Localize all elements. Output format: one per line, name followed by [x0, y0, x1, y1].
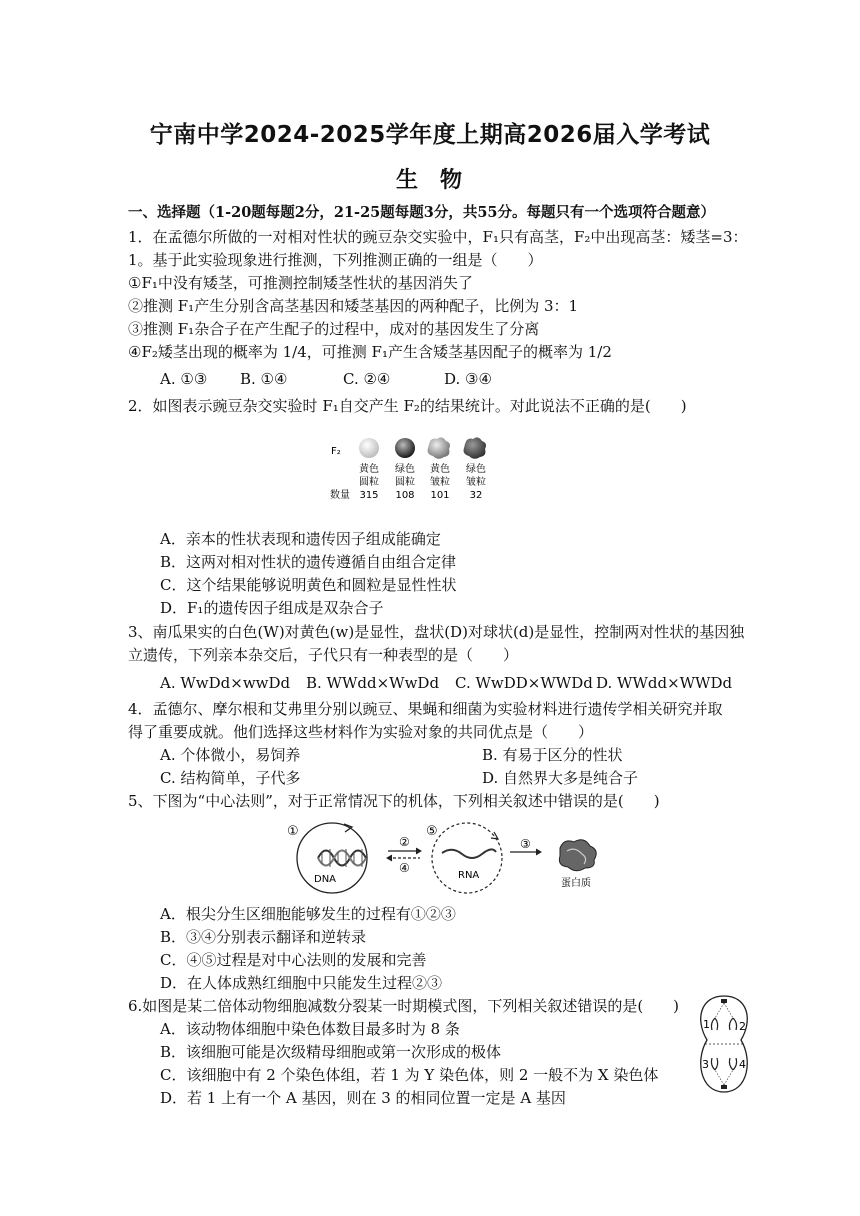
type1-shape: 圆粒 — [359, 477, 379, 488]
q4-option-b[interactable]: B. 有易于区分的性状 — [482, 746, 623, 764]
q4-option-a[interactable]: A. 个体微小，易饲养 — [160, 746, 301, 764]
q1-option-a[interactable]: A. ①③ — [160, 370, 208, 388]
centrosome-bottom — [721, 1085, 727, 1089]
rna-label: RNA — [458, 870, 480, 881]
q1-stem-line1: 1．在孟德尔所做的一对相对性状的豌豆杂交实验中，F₁只有高茎，F₂中出现高茎：矮茎=3： — [128, 228, 748, 246]
yellow-round-pea-icon — [359, 438, 379, 458]
green-wrinkled-pea-icon — [464, 437, 486, 458]
chromosome-label-2: 2 — [739, 1020, 746, 1033]
green-round-pea-icon — [395, 438, 415, 458]
label-4: ④ — [399, 861, 410, 875]
type2-color: 绿色 — [395, 464, 415, 475]
q6-stem: 6.如图是某二倍体动物细胞减数分裂某一时期模式图，下列相关叙述错误的是( ) — [128, 997, 680, 1015]
type3-color: 黄色 — [430, 464, 450, 475]
f2-label: F₂ — [331, 446, 341, 457]
chromosomes-top — [711, 1018, 736, 1030]
q3-option-b[interactable]: B. WWdd×WwDd — [306, 674, 440, 692]
q2-option-a[interactable]: A．亲本的性状表现和遗传因子组成能确定 — [160, 530, 441, 548]
q3-stem-line2: 立遗传，下列亲本杂交后，子代只有一种表型的是（ ） — [128, 646, 519, 664]
q1-statement-2: ②推测 F₁产生分别含高茎基因和矮茎基因的两种配子，比例为 3：1 — [128, 297, 579, 315]
q4-stem-line2: 得了重要成就。他们选择这些材料作为实验对象的共同优点是（ ） — [128, 723, 594, 741]
q5-option-c[interactable]: C．④⑤过程是对中心法则的发展和完善 — [160, 951, 427, 969]
q6-option-a[interactable]: A．该动物体细胞中染色体数目最多时为 8 条 — [160, 1020, 460, 1038]
type1-count: 315 — [359, 490, 379, 501]
centrosome-top — [721, 999, 727, 1003]
type1-color: 黄色 — [359, 464, 379, 475]
q4-option-c[interactable]: C. 结构简单，子代多 — [160, 769, 301, 787]
q5-option-b[interactable]: B．③④分别表示翻译和逆转录 — [160, 928, 367, 946]
q1-statement-1: ①F₁中没有矮茎，可推测控制矮茎性状的基因消失了 — [128, 274, 473, 292]
q1-option-d[interactable]: D. ③④ — [444, 370, 492, 388]
q5-stem: 5、下图为“中心法则”，对于正常情况下的机体，下列相关叙述中错误的是( ) — [128, 792, 660, 810]
type2-count: 108 — [395, 490, 415, 501]
dna-helix-icon — [318, 849, 366, 867]
protein-label: 蛋白质 — [561, 878, 591, 889]
q6-option-b[interactable]: B．该细胞可能是次级精母细胞或第一次形成的极体 — [160, 1043, 502, 1061]
chromosome-label-4: 4 — [739, 1058, 746, 1071]
q1-statement-4: ④F₂矮茎出现的概率为 1/4，可推测 F₁产生含矮茎基因配子的概率为 1/2 — [128, 343, 612, 361]
chromosomes-bottom — [711, 1058, 736, 1070]
q6-option-d[interactable]: D．若 1 上有一个 A 基因，则在 3 的相同位置一定是 A 基因 — [160, 1089, 566, 1107]
chromosome-label-3: 3 — [702, 1058, 709, 1071]
q3-option-c[interactable]: C. WwDD×WWDd — [455, 674, 593, 692]
q4-stem-line1: 4．孟德尔、摩尔根和艾弗里分别以豌豆、果蝇和细菌为实验材料进行遗传学相关研究并取 — [128, 700, 723, 718]
protein-icon — [559, 840, 596, 871]
section-heading: 一、选择题（1-20题每题2分，21-25题每题3分，共55分。每题只有一个选项符合题意） — [128, 204, 716, 221]
q4-option-d[interactable]: D. 自然界大多是纯合子 — [482, 769, 639, 787]
q5-option-a[interactable]: A．根尖分生区细胞能够发生的过程有①②③ — [160, 905, 456, 923]
yellow-wrinkled-pea-icon — [428, 437, 450, 458]
q3-option-a[interactable]: A. WwDd×wwDd — [160, 674, 291, 692]
q2-option-b[interactable]: B．这两对相对性状的遗传遵循自由组合定律 — [160, 553, 457, 571]
meiosis-cell-figure — [693, 990, 755, 1098]
cell-membrane — [701, 996, 748, 1092]
label-2: ② — [399, 835, 410, 849]
q1-option-c[interactable]: C. ②④ — [343, 370, 391, 388]
type3-count: 101 — [430, 490, 450, 501]
label-3: ③ — [520, 837, 531, 851]
q2-option-d[interactable]: D．F₁的遗传因子组成是双杂合子 — [160, 599, 384, 617]
rna-replication-arrowhead — [491, 832, 498, 839]
q1-stem-line2: 1。基于此实验现象进行推测，下列推测正确的一组是（ ） — [128, 251, 543, 269]
rna-strand-icon — [442, 849, 496, 858]
q3-stem-line1: 3、南瓜果实的白色(W)对黄色(w)是显性，盘状(D)对球状(d)是显性，控制两对性状的基因独 — [128, 623, 745, 641]
count-row-label: 数量 — [330, 490, 350, 501]
dna-label: DNA — [314, 874, 337, 885]
type4-shape: 皱粒 — [466, 477, 486, 488]
subject-title: 生物 — [395, 168, 484, 193]
label-1: ① — [287, 824, 299, 839]
label-5: ⑤ — [426, 824, 438, 839]
exam-title: 宁南中学2024-2025学年度上期高2026届入学考试 — [149, 122, 711, 148]
type4-count: 32 — [469, 490, 483, 501]
q1-option-b[interactable]: B. ①④ — [240, 370, 288, 388]
q3-option-d[interactable]: D. WWdd×WWDd — [596, 674, 733, 692]
q5-option-d[interactable]: D．在人体成熟红细胞中只能发生过程②③ — [160, 974, 443, 992]
q6-option-c[interactable]: C．该细胞中有 2 个染色体组，若 1 为 Y 染色体，则 2 一般不为 X 染色体 — [160, 1066, 659, 1084]
chromosome-label-1: 1 — [703, 1018, 710, 1031]
q1-statement-3: ③推测 F₁杂合子在产生配子的过程中，成对的基因发生了分离 — [128, 320, 540, 338]
type4-color: 绿色 — [466, 464, 486, 475]
q2-option-c[interactable]: C．这个结果能够说明黄色和圆粒是显性性状 — [160, 576, 457, 594]
central-dogma-figure — [282, 818, 612, 894]
type2-shape: 圆粒 — [395, 477, 415, 488]
pea-f2-figure — [325, 432, 495, 504]
type3-shape: 皱粒 — [430, 477, 450, 488]
q2-stem: 2．如图表示豌豆杂交实验时 F₁自交产生 F₂的结果统计。对此说法不正确的是( ) — [128, 397, 687, 415]
